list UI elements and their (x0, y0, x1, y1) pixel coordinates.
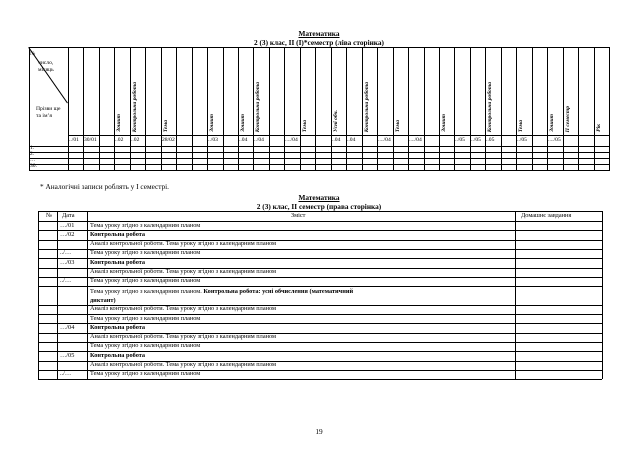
column-label: Контрольна робота (364, 81, 370, 132)
date-cell: ..../04 (285, 137, 298, 143)
lesson-date: …/01 (60, 222, 75, 229)
lesson-date: ../… (60, 370, 72, 377)
date-cell: ../05 (455, 137, 465, 143)
grid-border-right (609, 47, 610, 171)
column-label: Зошит (116, 114, 122, 132)
grid-row-line (29, 158, 609, 159)
column-label: Тема (302, 119, 308, 132)
date-cell: ..04 (347, 137, 356, 143)
page2-title: Математика (298, 193, 340, 202)
lesson-topic: Тема уроку згідно з календарним планом (90, 370, 201, 377)
date-cell: ../03 (208, 137, 218, 143)
date-cell: ..../04 (378, 137, 391, 143)
lesson-topic: Тема уроку згідно з календарним планом (90, 277, 201, 284)
page-number: 19 (315, 427, 323, 436)
lesson-topic: Аналіз контрольної роботи. Тема уроку згідно з календарним планом (90, 268, 276, 275)
lesson-topic: Тема уроку згідно з календарним планом (90, 222, 201, 229)
column-label: Контрольна робота (132, 81, 138, 132)
lesson-date: …/02 (60, 231, 75, 238)
date-cell: ../01 (69, 137, 79, 143)
column-label: II семестр (565, 105, 571, 132)
column-label: Тема (518, 119, 524, 132)
column-label: Контрольна робота (487, 81, 493, 132)
lesson-topic: Тема уроку згідно з календарним планом. Контрольна робота: усні обчислення (математичний диктант) (90, 288, 354, 305)
lesson-row-line (38, 379, 602, 380)
column-label: Зошит (549, 114, 555, 132)
page1-title: Математика (298, 29, 340, 38)
date-cell: ../05 (517, 137, 527, 143)
date-cell: ..02 (131, 137, 140, 143)
lesson-test-title: Контрольна робота (90, 324, 146, 331)
column-label: Усні обч. (333, 109, 339, 132)
col-header-date: Дата (62, 212, 75, 219)
lesson-topic: Тема уроку згідно з календарним планом (90, 342, 201, 349)
column-label: Тема (163, 119, 169, 132)
lesson-col-line (515, 211, 516, 379)
grid-border-bottom (29, 170, 609, 171)
lesson-test-title: Контрольна робота (90, 352, 146, 359)
page1-subtitle: 2 (3) клас, II (I)*семестр (ліва сторінка) (254, 38, 384, 47)
col-header-homework: Домашнє завдання (521, 212, 572, 219)
date-cell: ..02 (115, 137, 124, 143)
lesson-col-line (57, 211, 58, 379)
lesson-test-title: Контрольна робота (90, 231, 146, 238)
lesson-test-inline-cont: диктант) (90, 297, 116, 305)
date-cell: 30/01 (84, 137, 97, 143)
date-cell: ..../04 (409, 137, 422, 143)
column-label: Зошит (441, 114, 447, 132)
lesson-row-line (38, 211, 602, 212)
lesson-test-title: Контрольна робота (90, 259, 146, 266)
col-header-content: Зміст (291, 212, 306, 219)
lesson-topic: Аналіз контрольної роботи. Тема уроку згідно з календарним планом (90, 305, 276, 312)
lesson-date: ../… (60, 249, 72, 256)
row-number: … (30, 157, 36, 163)
date-cell: ..../05 (548, 137, 561, 143)
column-label: Рік (596, 124, 602, 132)
lesson-date: …/04 (60, 324, 75, 331)
lesson-topic: Аналіз контрольної роботи. Тема уроку згідно з календарним планом (90, 333, 276, 340)
date-cell: ..04 (332, 137, 341, 143)
date-cell: ../04 (254, 137, 264, 143)
corner-date-label: число, місяць (38, 60, 54, 73)
row-number: 2. (30, 151, 35, 157)
corner-number-label: № (30, 51, 36, 57)
lesson-topic: Аналіз контрольної роботи. Тема уроку згідно з календарним планом (90, 361, 276, 368)
lesson-col-line (38, 211, 39, 379)
grid-row-line (29, 146, 609, 147)
col-header-number: № (46, 212, 53, 219)
grid-date-line (68, 135, 609, 136)
date-cell: ..04 (239, 137, 248, 143)
lesson-topic: Тема уроку згідно з календарним планом (90, 249, 201, 256)
row-number: 1. (30, 145, 35, 151)
grid-border-top (29, 47, 609, 48)
date-cell: ../05 (471, 137, 481, 143)
lesson-topic: Тема уроку згідно з календарним планом (90, 315, 201, 322)
grid-row-line (29, 152, 609, 153)
page2-subtitle: 2 (3) клас, II семестр (права сторінка) (256, 202, 382, 211)
pupil-name-label: Прізви ще та ім’я (36, 106, 61, 119)
column-label: Тема (395, 119, 401, 132)
lesson-date: …/05 (60, 352, 75, 359)
lesson-col-line (87, 211, 88, 379)
footnote: * Аналогічні записи роблять у І семестрі. (40, 182, 170, 191)
lesson-test-inline: Контрольна робота: усні обчислення (математичний (201, 288, 354, 295)
column-label: Контрольна робота (255, 81, 261, 132)
column-label: Зошит (240, 114, 246, 132)
lesson-date: …/03 (60, 259, 75, 266)
date-cell: 28/02 (162, 137, 175, 143)
row-number: 30. (30, 163, 37, 169)
lesson-topic: Аналіз контрольної роботи. Тема уроку згідно з календарним планом (90, 240, 276, 247)
lesson-col-line (602, 211, 603, 379)
grid-row-line (29, 164, 609, 165)
lesson-date: ../… (60, 277, 72, 284)
date-cell: ..05 (486, 137, 495, 143)
column-label: Зошит (209, 114, 215, 132)
